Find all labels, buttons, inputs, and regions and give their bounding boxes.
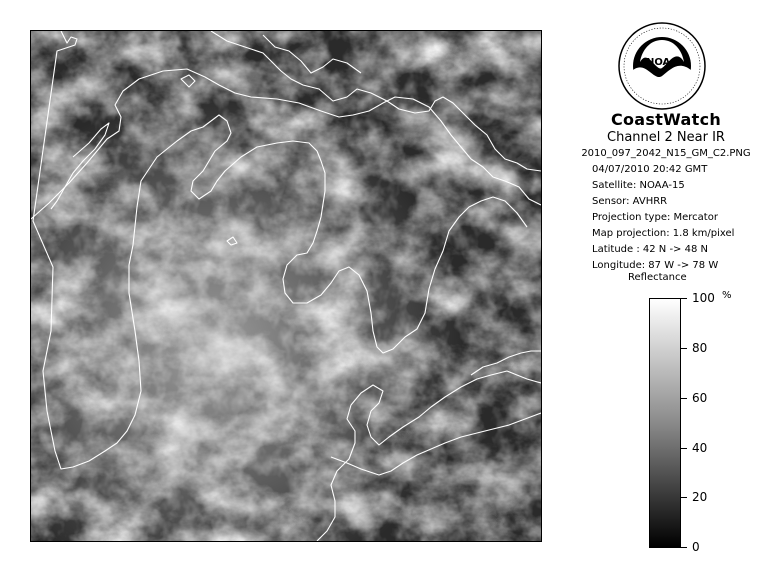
noaa-logo xyxy=(618,22,706,110)
file-name: 2010_097_2042_N15_GM_C2.PNG xyxy=(581,148,751,159)
meta-satellite: Satellite: NOAA-15 xyxy=(592,180,685,191)
meta-sensor: Sensor: AVHRR xyxy=(592,196,668,207)
colorbar-tick-label: 0 xyxy=(692,540,700,554)
colorbar-tick-label: 100 xyxy=(692,291,715,305)
logo-text: NOAA xyxy=(645,57,679,68)
colorbar-tick xyxy=(681,547,687,548)
colorbar-tick-label: 20 xyxy=(692,490,708,504)
satellite-image xyxy=(31,31,541,541)
colorbar-tick-label: 80 xyxy=(692,341,708,355)
meta-map-projection: Map projection: 1.8 km/pixel xyxy=(592,228,735,239)
colorbar-tick xyxy=(681,298,687,299)
colorbar-tick-label: 60 xyxy=(692,391,708,405)
app-title: CoastWatch xyxy=(610,110,722,129)
colorbar-tick-label: 40 xyxy=(692,441,708,455)
meta-longitude: Longitude: 87 W -> 78 W xyxy=(592,260,719,271)
colorbar-tick xyxy=(681,348,687,349)
colorbar-tick xyxy=(681,497,687,498)
colorbar-unit: % xyxy=(722,290,732,301)
reflectance-colorbar xyxy=(649,298,681,548)
meta-latitude: Latitude : 42 N -> 48 N xyxy=(592,244,708,255)
colorbar-title: Reflectance xyxy=(628,272,687,283)
colorbar-tick xyxy=(681,448,687,449)
channel-subtitle: Channel 2 Near IR xyxy=(607,130,725,145)
colorbar-tick xyxy=(681,398,687,399)
satellite-map[interactable] xyxy=(30,30,542,542)
meta-datetime: 04/07/2010 20:42 GMT xyxy=(592,164,708,175)
meta-projection-type: Projection type: Mercator xyxy=(592,212,718,223)
